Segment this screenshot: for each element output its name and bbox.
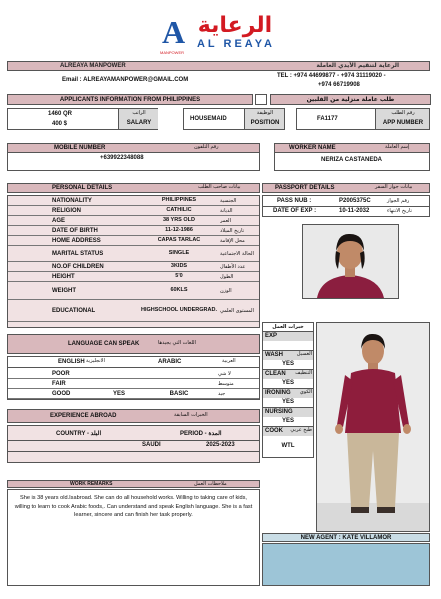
personal-label: AGE	[52, 217, 66, 224]
personal-row	[8, 300, 259, 322]
language-header	[7, 334, 260, 354]
skill-label: WASH	[265, 352, 283, 358]
skill-label-ar: الغسيل	[296, 351, 312, 357]
exp-label: DATE OF EXP :	[273, 208, 317, 214]
applicants-title-ar-bar	[270, 94, 431, 105]
personal-row	[8, 262, 259, 272]
personal-label-ar: تاريخ الميلاد	[220, 227, 245, 234]
worker-box	[274, 143, 430, 171]
language-row	[8, 379, 259, 389]
personal-row	[8, 196, 259, 206]
passport-title-ar: بيانات جواز السفر	[375, 184, 413, 190]
exp-label-ar: تاريخ الانتهاء	[387, 208, 412, 214]
passport-header	[262, 183, 430, 193]
salary-label-ar: الراتب	[132, 110, 146, 116]
company-tel-2: +974 66719908	[318, 82, 360, 88]
app-number-label-cell	[375, 109, 429, 129]
agent-panel	[262, 543, 430, 586]
skill-value: YES	[281, 418, 294, 424]
arabic-label-ar: العربية	[222, 358, 236, 364]
skills-column	[262, 322, 314, 458]
salary-qr: 1460 QR	[48, 111, 73, 117]
personal-value: 5'0	[175, 273, 183, 279]
exp-value: 10-11-2032	[339, 208, 370, 214]
worker-label-bar	[275, 144, 429, 153]
personal-label: MARITAL STATUS	[52, 250, 104, 257]
personal-value: CAPAS TARLAC	[157, 237, 201, 243]
pass-label: PASS NUB :	[277, 198, 312, 204]
app-number-box	[296, 108, 430, 130]
company-tel: TEL : +974 44699877 - +974 31119020 -	[277, 73, 386, 79]
personal-value: 3KIDS	[170, 263, 188, 269]
arabic-label: ARABIC	[158, 359, 182, 365]
passport-table	[262, 195, 430, 217]
skill-value: YES	[281, 361, 294, 367]
language-table	[7, 356, 260, 400]
personal-value: 11-12-1986	[165, 227, 193, 233]
skill-label-ar: الكوي	[299, 389, 312, 395]
language-english-value	[98, 369, 140, 378]
company-name-bar	[7, 61, 430, 71]
company-name-ar: الرعاية لتنقيم الأيدي العاملة	[316, 62, 399, 69]
personal-title: PERSONAL DETAILS	[52, 185, 113, 191]
mobile-value: +639922348088	[100, 155, 144, 161]
salary-box	[7, 108, 158, 130]
mobile-label: MOBILE NUMBER	[54, 145, 106, 151]
skill-label-cell	[263, 389, 313, 398]
skill-label: IRONING	[265, 390, 291, 396]
language-arabic-value: BASIC	[169, 390, 189, 397]
personal-label: DATE OF BIRTH	[52, 227, 98, 234]
remarks-text: She is 38 years old.Isabroad. She can do all household works. Willing to taking care of kids, willing to learn to cook Arabic foods,. Can understand and speak English language. She is a fast learner, sincere and can finish her task properly.	[14, 495, 253, 518]
skill-label-cell	[263, 370, 313, 379]
personal-label: NO.OF CHILDREN	[52, 263, 104, 270]
logo-tagline: MANPOWER	[160, 50, 184, 55]
personal-label-ar: الوزن	[220, 287, 232, 294]
mobile-label-ar: رقم التلفون	[194, 144, 219, 150]
personal-value: 60KLS	[170, 287, 188, 293]
applicants-title-bar	[7, 94, 253, 105]
logo-arabic: الرعاية	[197, 13, 273, 38]
personal-label-ar: محل الإقامة	[220, 237, 245, 244]
skill-label-ar: طبخ عربي	[290, 427, 312, 433]
skill-label-cell	[263, 427, 313, 436]
personal-label-ar: المستوى العلمي	[220, 307, 254, 314]
personal-row	[8, 206, 259, 216]
skill-item	[263, 407, 313, 426]
portrait-illustration-full	[317, 323, 429, 531]
app-number-value: FA1177	[317, 116, 338, 122]
passport-title: PASSPORT DETAILS	[275, 185, 335, 191]
position-value: HOUSEMAID	[190, 116, 227, 122]
skill-label: COOK	[265, 428, 283, 434]
skill-label-cell	[263, 351, 313, 360]
applicants-spacer-box	[255, 94, 267, 105]
applicants-title-ar: طلب عاملة منزلية من الفلبين	[306, 96, 395, 103]
personal-value: PHILIPPINES	[161, 197, 197, 203]
language-english-value	[98, 379, 140, 388]
personal-row	[8, 246, 259, 262]
company-email: Email : ALREAYAMANPOWER@GMAIL.COM	[62, 77, 189, 83]
position-label-cell	[244, 109, 284, 129]
agent-label: NEW AGENT : KATE VILLAMOR	[300, 535, 392, 541]
personal-label: HEIGHT	[52, 273, 75, 280]
country-label: COUNTRY - البلد	[56, 431, 102, 437]
pass-label-ar: رقم الجواز	[387, 198, 410, 204]
app-number-label-ar: رقم الطلب	[391, 110, 415, 116]
personal-value: 38 YRS OLD	[163, 217, 195, 223]
position-box	[183, 108, 285, 130]
language-row	[8, 389, 259, 399]
salary-usd: 400 $	[52, 121, 68, 127]
experience-country: SAUDI	[142, 442, 161, 448]
personal-row	[8, 226, 259, 236]
experience-title-ar: الخبرات السابقة	[174, 412, 208, 418]
language-arabic-value	[140, 369, 218, 378]
personal-label: WEIGHT	[52, 287, 76, 294]
personal-title-ar: بيانات صاحب الطلب	[198, 184, 241, 190]
language-title-ar: اللغات التي يجيدها	[158, 340, 196, 346]
position-label: POSITION	[250, 120, 280, 126]
skill-label: EXP	[265, 333, 278, 339]
language-level-ar: جيد	[218, 390, 226, 397]
app-number-label: APP NUMBER	[382, 120, 424, 126]
skill-label: CLEAN	[265, 371, 286, 377]
experience-divider	[8, 440, 259, 441]
personal-label: NATIONALITY	[52, 197, 92, 204]
remarks-title-ar: ملاحظات العمل	[194, 481, 227, 487]
salary-label: SALARY	[126, 120, 152, 126]
logo-a-letter: A	[162, 14, 186, 50]
skill-item	[263, 369, 313, 388]
remarks-header	[7, 480, 260, 488]
personal-label-ar: العمر	[220, 217, 231, 224]
skill-label-ar: التنظيف	[295, 370, 312, 376]
skill-label-cell	[263, 408, 313, 417]
english-label: ENGLISH	[58, 359, 85, 365]
personal-label-ar: الطول	[220, 273, 234, 280]
experience-period: 2025-2023	[206, 442, 235, 448]
applicant-photo-small	[302, 224, 399, 299]
language-divider	[8, 367, 259, 368]
salary-label-cell	[118, 109, 158, 129]
personal-row	[8, 282, 259, 300]
worker-label-ar: إسم العاملة	[385, 144, 410, 150]
company-name-en: ALREAYA MANPOWER	[60, 63, 126, 69]
applicants-title: APPLICANTS INFORMATION FROM PHILIPPINES	[59, 97, 201, 103]
personal-value: HIGHSCHOOL UNDERGRAD.	[141, 307, 217, 313]
personal-label: HOME ADDRESS	[52, 237, 101, 244]
skill-value: YES	[281, 399, 294, 405]
agent-bar	[262, 533, 430, 542]
personal-label-ar: الحالة الاجتماعية	[220, 250, 254, 257]
personal-header	[7, 183, 260, 193]
remarks-title: WORK REMARKS	[70, 481, 113, 487]
experience-table	[7, 425, 260, 463]
skills-last-value: WTL	[281, 443, 295, 449]
skills-title-ar: خبرات العمل	[272, 324, 304, 330]
language-level-label: FAIR	[52, 380, 66, 387]
personal-label: EDUCATIONAL	[52, 307, 96, 314]
logo-latin: AL REAYA	[196, 38, 275, 50]
passport-divider	[263, 206, 429, 207]
mobile-label-bar	[8, 144, 259, 153]
skill-item	[263, 388, 313, 407]
portrait-illustration-small	[303, 225, 398, 298]
language-level-ar: لا شي	[218, 370, 231, 377]
personal-table	[7, 195, 260, 328]
experience-title: EXPERIENCE ABROAD	[50, 413, 117, 419]
personal-label-ar: الجنسية	[220, 197, 237, 204]
language-arabic-value	[140, 379, 218, 388]
position-label-ar: الوظيفة	[256, 110, 274, 116]
skill-item	[263, 331, 313, 350]
personal-value: SINGLE	[168, 250, 190, 256]
skill-value: YES	[281, 380, 294, 386]
experience-header	[7, 409, 260, 423]
worker-name: NERIZA CASTANEDA	[321, 157, 382, 163]
personal-label-ar: عدد الأطفال	[220, 263, 246, 270]
language-level-ar: متوسط	[218, 380, 234, 387]
pass-value: P2005375C	[339, 198, 371, 204]
period-label: PERIOD - المدة	[180, 431, 222, 437]
personal-row	[8, 236, 259, 246]
personal-label: RELIGION	[52, 207, 82, 214]
english-label-ar: الانجليزية	[86, 358, 105, 364]
skill-label: NURSING	[265, 409, 293, 415]
personal-label-ar: الديانة	[220, 207, 233, 214]
skill-item	[263, 350, 313, 369]
language-level-label: POOR	[52, 370, 70, 377]
personal-row	[8, 272, 259, 282]
remarks-box	[7, 489, 260, 586]
personal-row	[8, 216, 259, 226]
mobile-box	[7, 143, 260, 171]
language-title: LANGUAGE CAN SPEAK	[68, 341, 140, 347]
applicant-photo-full	[316, 322, 430, 532]
language-level-label: GOOD	[52, 390, 71, 397]
company-logo	[160, 14, 290, 54]
skill-label-cell	[263, 332, 313, 341]
worker-label: WORKER NAME	[289, 145, 336, 151]
personal-value: CATHILIC	[166, 207, 192, 213]
experience-divider-2	[8, 451, 259, 452]
language-row	[8, 369, 259, 379]
language-english-value: YES	[112, 390, 125, 397]
